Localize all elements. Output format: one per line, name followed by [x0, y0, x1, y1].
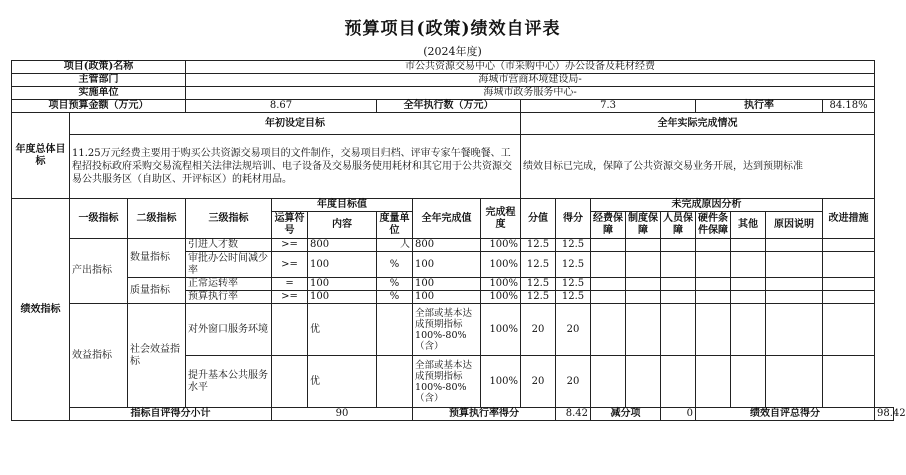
dept-row [12, 74, 894, 87]
indicator-op: >= [272, 291, 308, 304]
indicator-degree: 100% [481, 239, 521, 252]
indicator-actual: 全部或基本达成预期指标100%-80%（含） [413, 356, 481, 408]
indicator-degree: 100% [481, 304, 521, 356]
indicator-unit [377, 304, 413, 356]
total-label: 绩效自评总得分 [696, 408, 875, 421]
indicator-weight: 12.5 [521, 239, 556, 252]
deduct-value: 0 [661, 408, 696, 421]
evaluation-table [11, 60, 906, 421]
indicator-name: 对外窗口服务环境 [186, 304, 272, 356]
indicator-score: 20 [556, 304, 591, 356]
total-value: 98.42 [875, 408, 894, 421]
indicator-score: 20 [556, 356, 591, 408]
indicator-degree: 100% [481, 252, 521, 278]
indicator-name: 提升基本公共服务水平 [186, 356, 272, 408]
indicator-actual: 800 [413, 239, 481, 252]
header-score: 得分 [556, 199, 591, 239]
footer-row [12, 408, 894, 421]
indicator-weight: 20 [521, 356, 556, 408]
table-row [12, 278, 894, 291]
header-weight: 分值 [521, 199, 556, 239]
goals-set-header: 年初设定目标 [70, 113, 521, 135]
table-row [12, 304, 894, 356]
budget-label: 项目预算金额（万元） [12, 100, 186, 113]
form-year: (2024年度) [423, 45, 482, 58]
header-annual-target: 年度目标值 [272, 199, 413, 212]
social-benefit-label: 社会效益指标 [128, 304, 186, 408]
indicator-name: 审批办公时间减少率 [186, 252, 272, 278]
header-unit: 度量单位 [377, 212, 413, 239]
indicator-score: 12.5 [556, 278, 591, 291]
header-full-year: 全年完成值 [413, 199, 481, 239]
indicator-unit: % [377, 252, 413, 278]
dept-label: 主管部门 [12, 74, 186, 87]
goals-set-text: 11.25万元经费主要用于购买公共资源交易项目的文件制作，交易项目归档、评审专家午餐晚餐、工程招投标政府采购交易流程相关法律法规培训、电子设备及交易服务使用耗材和其它用于公共资源交易公共服务区（自助区、开评标区）的耗材用品。 [70, 135, 521, 199]
form-title: 预算项目(政策)绩效自评表 [344, 19, 561, 39]
indicator-score: 12.5 [556, 252, 591, 278]
header-r-desc: 原因说明 [766, 212, 823, 239]
quantity-label: 数量指标 [128, 239, 186, 278]
budget-score-label: 预算执行率得分 [413, 408, 556, 421]
header-level2: 二级指标 [128, 199, 186, 239]
header-level3: 三级指标 [186, 199, 272, 239]
indicator-op: >= [272, 239, 308, 252]
budget-value: 8.67 [186, 100, 377, 113]
rate-value: 84.18% [823, 100, 875, 113]
indicator-actual: 100 [413, 291, 481, 304]
unit-row [12, 87, 894, 100]
dept-value: 海城市营商环境建设局- [186, 74, 875, 87]
perf-header-row-1 [12, 199, 894, 212]
header-completion: 完成程度 [481, 199, 521, 239]
exec-label: 全年执行数（万元） [377, 100, 521, 113]
subtotal-value: 90 [272, 408, 413, 421]
indicator-unit: 人 [377, 239, 413, 252]
table-row [12, 239, 894, 252]
indicator-content: 100 [308, 252, 377, 278]
header-r-staff: 人员保障 [661, 212, 696, 239]
output-label: 产出指标 [70, 239, 128, 304]
budget-score-value: 8.42 [556, 408, 591, 421]
benefit-label: 效益指标 [70, 304, 128, 408]
unit-label: 实施单位 [12, 87, 186, 100]
rate-label: 执行率 [696, 100, 823, 113]
indicator-weight: 12.5 [521, 291, 556, 304]
indicator-score: 12.5 [556, 239, 591, 252]
indicator-name: 正常运转率 [186, 278, 272, 291]
header-content: 内容 [308, 212, 377, 239]
goals-text-row [12, 135, 894, 199]
project-name-row [12, 61, 894, 74]
perf-section-label: 绩效指标 [12, 199, 70, 421]
header-r-fund: 经费保障 [591, 212, 626, 239]
goals-section-label: 年度总体目标 [12, 113, 70, 199]
indicator-unit: % [377, 291, 413, 304]
header-op: 运算符号 [272, 212, 308, 239]
indicator-score: 12.5 [556, 291, 591, 304]
project-name-value: 市公共资源交易中心（市采购中心）办公设备及耗材经费 [186, 61, 875, 74]
indicator-degree: 100% [481, 356, 521, 408]
indicator-content: 100 [308, 291, 377, 304]
deduct-label: 减分项 [591, 408, 661, 421]
header-r-hardware: 硬件条件保障 [696, 212, 731, 239]
indicator-weight: 12.5 [521, 252, 556, 278]
unit-value: 海城市政务服务中心- [186, 87, 875, 100]
header-reasons: 未完成原因分析 [591, 199, 823, 212]
header-r-system: 制度保障 [626, 212, 661, 239]
indicator-op [272, 356, 308, 408]
indicator-content: 800 [308, 239, 377, 252]
indicator-op: >= [272, 252, 308, 278]
indicator-actual: 全部或基本达成预期指标100%-80%（含） [413, 304, 481, 356]
subtotal-label: 指标自评得分小计 [70, 408, 272, 421]
header-improve: 改进措施 [823, 199, 875, 239]
indicator-name: 引进人才数 [186, 239, 272, 252]
goals-actual-text: 绩效目标已完成，保障了公共资源交易业务开展，达到预期标准 [521, 135, 875, 199]
indicator-actual: 100 [413, 252, 481, 278]
indicator-degree: 100% [481, 291, 521, 304]
indicator-op [272, 304, 308, 356]
project-name-label: 项目(政策)名称 [12, 61, 186, 74]
indicator-unit [377, 356, 413, 408]
indicator-op: = [272, 278, 308, 291]
indicator-weight: 20 [521, 304, 556, 356]
indicator-content: 优 [308, 356, 377, 408]
header-r-other: 其他 [731, 212, 766, 239]
indicator-weight: 12.5 [521, 278, 556, 291]
indicator-content: 优 [308, 304, 377, 356]
exec-value: 7.3 [521, 100, 696, 113]
indicator-actual: 100 [413, 278, 481, 291]
indicator-unit: % [377, 278, 413, 291]
header-level1: 一级指标 [70, 199, 128, 239]
quality-label: 质量指标 [128, 278, 186, 304]
indicator-content: 100 [308, 278, 377, 291]
goals-actual-header: 全年实际完成情况 [521, 113, 875, 135]
indicator-name: 预算执行率 [186, 291, 272, 304]
budget-row [12, 100, 894, 113]
indicator-degree: 100% [481, 278, 521, 291]
goals-header-row [12, 113, 894, 135]
